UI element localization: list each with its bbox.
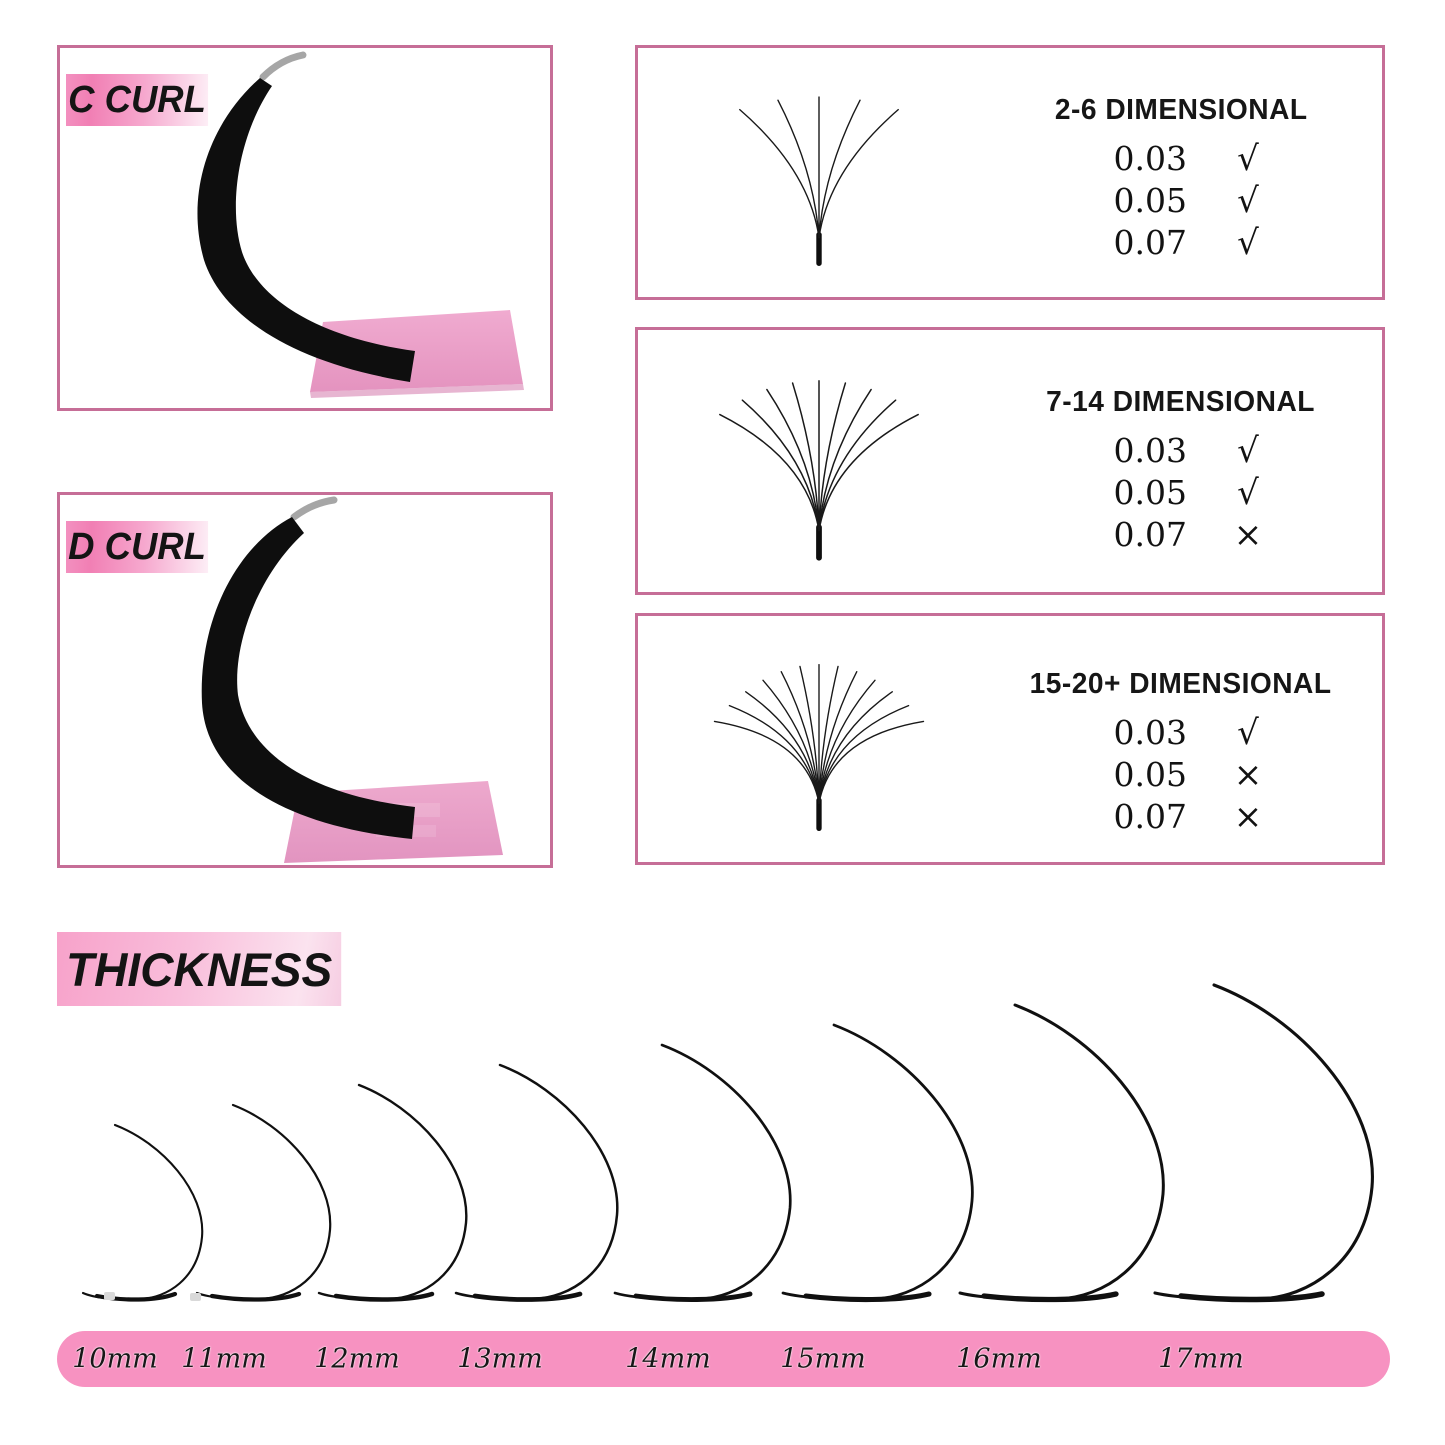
dimension-card-content <box>1006 330 1356 648</box>
fan-lash <box>819 692 892 803</box>
lash-curve-16mm <box>960 1005 1163 1299</box>
lash-fan-graphic <box>638 70 1000 271</box>
thickness-value: 0.05 <box>1113 755 1187 794</box>
lash-clasp <box>190 1293 201 1301</box>
compatibility-row <box>1079 713 1283 753</box>
thickness-value: 0.07 <box>1113 223 1187 262</box>
lash-clasp <box>104 1292 115 1300</box>
thickness-value: 0.07 <box>1113 797 1187 836</box>
thickness-compatibility-rows <box>1079 139 1283 263</box>
fan-lash <box>746 692 819 803</box>
length-label-16mm: 16mm <box>956 1343 1042 1375</box>
compatibility-row <box>1079 755 1283 795</box>
lash-curve-10mm <box>83 1125 202 1299</box>
lash-belly <box>636 1294 750 1300</box>
compatibility-row <box>1079 139 1283 179</box>
lash-curve-14mm <box>615 1045 790 1299</box>
lash-curve-12mm <box>319 1085 466 1299</box>
c-curl-label: C CURL <box>66 74 208 126</box>
lash-fan-graphic <box>638 638 1000 836</box>
thickness-value: 0.07 <box>1113 515 1187 554</box>
compatibility-row <box>1079 797 1283 837</box>
fan-lash <box>742 400 819 530</box>
lash-belly <box>984 1294 1116 1300</box>
length-label-15mm: 15mm <box>780 1343 866 1375</box>
cross-mark: × <box>1233 515 1263 555</box>
cross-mark: × <box>1233 755 1263 795</box>
length-label-17mm: 17mm <box>1158 1343 1244 1375</box>
dimension-card-content <box>1006 616 1356 914</box>
thickness-value: 0.03 <box>1113 139 1187 178</box>
thickness-compatibility-rows <box>1079 431 1283 555</box>
lash-tip-blur <box>263 55 303 77</box>
compatibility-row <box>1079 223 1283 263</box>
lash-belly <box>212 1294 299 1300</box>
thickness-compatibility-rows <box>1079 713 1283 837</box>
thickness-value: 0.05 <box>1113 473 1187 512</box>
length-label-14mm: 14mm <box>625 1343 711 1375</box>
check-mark: √ <box>1237 431 1259 471</box>
dimension-title: 15-20+ DIMENSIONAL <box>1030 668 1332 700</box>
dimension-title: 7-14 DIMENSIONAL <box>1046 386 1316 418</box>
fan-lash <box>720 415 819 531</box>
dimension-card-7-14 <box>635 327 1385 595</box>
lash-belly <box>1181 1294 1322 1300</box>
compatibility-row <box>1079 515 1283 555</box>
lash-curve-15mm <box>783 1025 972 1299</box>
compatibility-row <box>1079 181 1283 221</box>
check-mark: √ <box>1237 223 1259 263</box>
lash-tip-blur <box>294 500 334 517</box>
length-label-13mm: 13mm <box>457 1343 543 1375</box>
length-label-11mm: 11mm <box>181 1343 267 1375</box>
d-curl-label: D CURL <box>66 521 208 573</box>
check-mark: √ <box>1237 181 1259 221</box>
check-mark: √ <box>1237 139 1259 179</box>
lash-belly <box>475 1294 580 1300</box>
d-curl-card <box>57 492 553 868</box>
lash-fan-graphic <box>638 352 1000 566</box>
check-mark: √ <box>1237 473 1259 513</box>
cross-mark: × <box>1233 797 1263 837</box>
length-label-12mm: 12mm <box>314 1343 400 1375</box>
thickness-value: 0.03 <box>1113 431 1187 470</box>
fan-lash <box>819 680 875 803</box>
fan-lash <box>729 706 819 804</box>
dimension-title: 2-6 DIMENSIONAL <box>1054 94 1308 126</box>
fan-lash <box>763 680 819 803</box>
check-mark: √ <box>1237 713 1259 753</box>
lash-belly <box>336 1294 432 1300</box>
dimension-card-content <box>1006 48 1356 343</box>
fan-lash <box>778 100 819 238</box>
lash-curve-11mm <box>197 1105 330 1299</box>
c-curl-card <box>57 45 553 411</box>
length-label-10mm: 10mm <box>72 1343 158 1375</box>
dimension-card-15-20 <box>635 613 1385 865</box>
lash-belly <box>806 1294 929 1300</box>
fan-lash <box>819 400 896 530</box>
thickness-section-title: THICKNESS <box>57 932 341 1006</box>
compatibility-row <box>1079 473 1283 513</box>
length-scale-bar <box>57 1331 1390 1387</box>
thickness-value: 0.03 <box>1113 713 1187 752</box>
dimension-card-2-6 <box>635 45 1385 300</box>
fan-lash <box>819 706 909 804</box>
fan-lash <box>819 100 860 238</box>
lash-length-comparison <box>40 960 1400 1330</box>
fan-lash <box>819 415 918 531</box>
lash-curve-17mm <box>1155 985 1372 1299</box>
lash-curve-13mm <box>456 1065 617 1299</box>
compatibility-row <box>1079 431 1283 471</box>
thickness-value: 0.05 <box>1113 181 1187 220</box>
